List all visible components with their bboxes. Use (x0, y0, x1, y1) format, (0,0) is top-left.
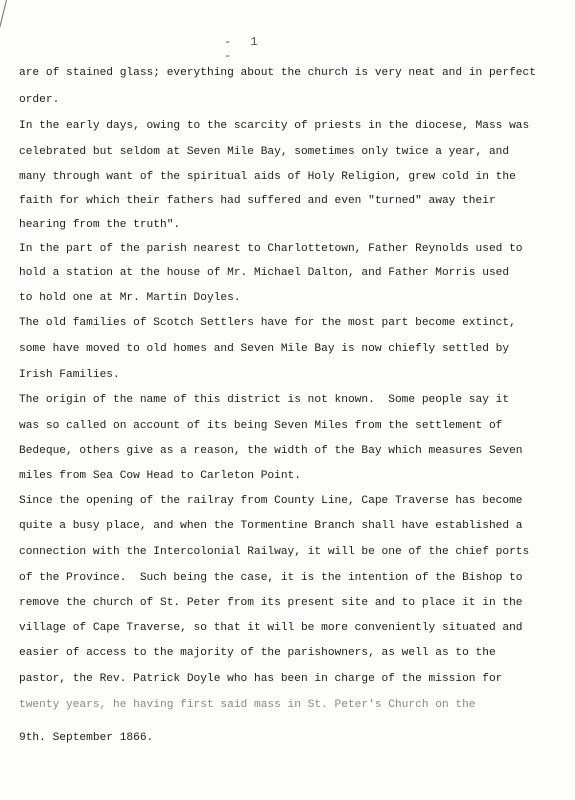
text-line: Irish Families. (19, 369, 120, 381)
text-line: The old families of Scotch Settlers have for the most part become extinct, (19, 317, 516, 329)
text-line: hearing from the truth". (19, 219, 181, 231)
text-line: easier of access to the majority of the parishowners, as well as to the (19, 647, 496, 659)
page-edge-mark (0, 0, 7, 68)
text-line: are of stained glass; everything about the church is very neat and in perfect (19, 67, 536, 79)
text-line: order. (19, 94, 60, 106)
text-line: to hold one at Mr. Martin Doyles. (19, 292, 241, 304)
text-line: In the early days, owing to the scarcity of priests in the diocese, Mass was (19, 120, 530, 132)
text-line: faith for which their fathers had suffered and even "turned" away their (19, 195, 496, 207)
text-line: The origin of the name of this district is not known. Some people say it (19, 394, 510, 406)
text-line: was so called on account of its being Seven Miles from the settlement of (19, 420, 503, 432)
text-line: of the Province. Such being the case, it is the intention of the Bishop to (19, 572, 523, 584)
text-line: some have moved to old homes and Seven Mile Bay is now chiefly settled by (19, 343, 510, 355)
text-line: remove the church of St. Peter from its present site and to place it in the (19, 597, 523, 609)
text-line: celebrated but seldom at Seven Mile Bay, sometimes only twice a year, and (19, 146, 510, 158)
text-line: Since the opening of the railray from County Line, Cape Traverse has become (19, 495, 523, 507)
text-line: connection with the Intercolonial Railway, it will be one of the chief ports (19, 546, 530, 558)
text-line: miles from Sea Cow Head to Carleton Point. (19, 470, 301, 482)
text-line: 9th. September 1866. (19, 732, 154, 744)
text-line: many through want of the spiritual aids of Holy Religion, grew cold in the (19, 171, 516, 183)
text-line: hold a station at the house of Mr. Michael Dalton, and Father Morris used (19, 267, 510, 279)
text-line: quite a busy place, and when the Tormentine Branch shall have established a (19, 520, 523, 532)
text-line: twenty years, he having first said mass in St. Peter's Church on the (19, 699, 476, 711)
text-line: pastor, the Rev. Patrick Doyle who has been in charge of the mission for (19, 673, 503, 685)
text-line: Bedeque, others give as a reason, the width of the Bay which measures Seven (19, 445, 523, 457)
page-number: - 1 - (224, 35, 264, 63)
text-line: In the part of the parish nearest to Charlottetown, Father Reynolds used to (19, 243, 523, 255)
text-line: village of Cape Traverse, so that it will be more conveniently situated and (19, 622, 523, 634)
